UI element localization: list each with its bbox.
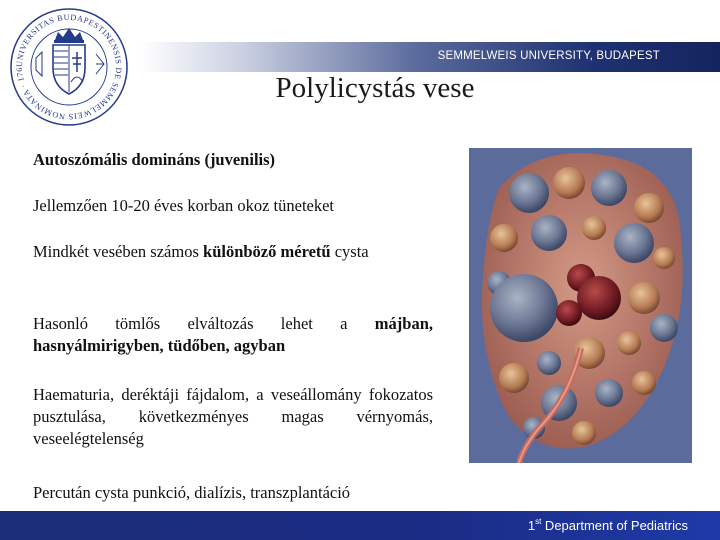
paragraph-cysts bbox=[33, 241, 433, 263]
paragraph-cysts-c: cysta bbox=[330, 242, 369, 261]
paragraph-similar-lesions-b: májban, hasnyálmirigyben, tüdőben, agyban bbox=[33, 314, 433, 355]
slide-title: Polylicystás vese bbox=[275, 72, 475, 104]
footer-banner bbox=[0, 511, 720, 540]
paragraph-cysts-b: különböző méretű bbox=[203, 242, 331, 261]
department-label: Department of Pediatrics bbox=[541, 518, 688, 533]
department-number: 1 bbox=[527, 518, 536, 533]
paragraph-onset: Jellemzően 10-20 éves korban okoz tüneteket bbox=[33, 196, 335, 215]
paragraph-cysts-a: Mindkét vesében számos bbox=[33, 242, 204, 261]
paragraph-inheritance bbox=[33, 149, 433, 171]
paragraph-treatment: Percután cysta punkció, dialízis, transzplantáció bbox=[33, 483, 351, 502]
paragraph-similar-lesions-a: Hasonló tömlős elváltozás lehet a bbox=[33, 314, 375, 333]
header-banner bbox=[140, 42, 720, 72]
paragraph-inheritance-text: Autoszómális domináns (juvenilis) bbox=[33, 150, 276, 169]
department-name bbox=[528, 517, 688, 533]
seal-text: UNIVERSITAS BUDAPESTINENSIS DE SEMMELWEIS NOMINATA · 176 bbox=[14, 12, 124, 122]
paragraph-similar-lesions bbox=[33, 313, 433, 357]
kidney-specimen-image bbox=[469, 148, 692, 463]
university-name: SEMMELWEIS UNIVERSITY, BUDAPEST bbox=[437, 50, 660, 62]
department-ordinal-suffix: st bbox=[535, 517, 542, 526]
university-seal-icon bbox=[8, 6, 130, 128]
paragraph-symptoms: Haematuria, deréktáji fájdalom, a veseállomány fokozatos pusztulása, következményes magas vérnyomás, veseelégtelenség bbox=[33, 385, 433, 448]
